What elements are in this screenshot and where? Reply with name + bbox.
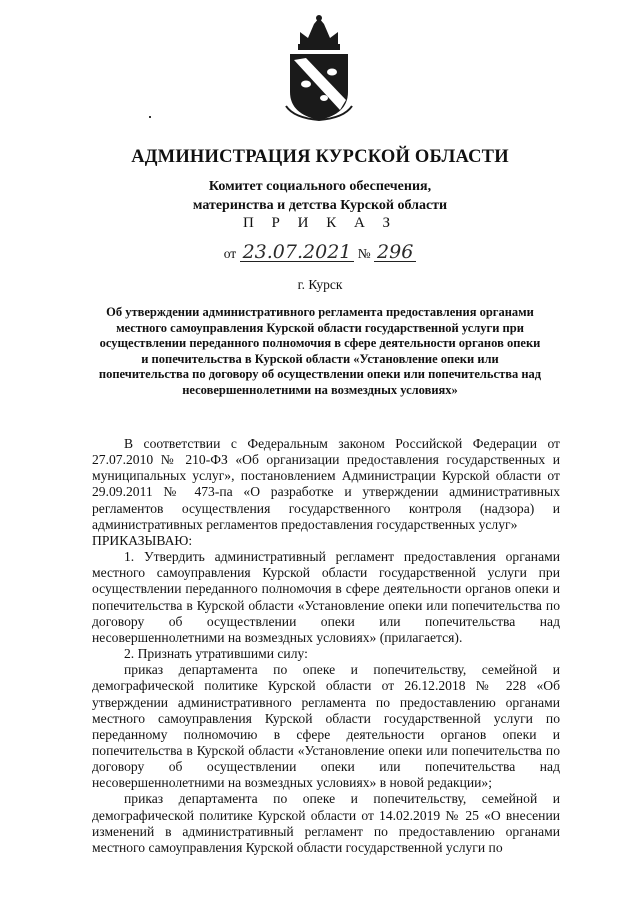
committee-name — [0, 177, 640, 215]
date-prefix: от — [223, 246, 237, 261]
city: г. Курск — [297, 277, 343, 292]
paragraph-order-word: ПРИКАЗЫВАЮ: — [92, 532, 193, 548]
committee-line-1: Комитет социального обеспечения, — [208, 179, 432, 194]
scan-speck — [149, 116, 151, 118]
kursk-coat-of-arms-icon — [284, 14, 354, 122]
paragraph-preamble: В соответствии с Федеральным законом Российской Федерации от 27.07.2010 № 210-ФЗ «Об организации предоставления государственных и муниципальных услуг», постановлением Администрации Курской области от 29.09.2011 № 473-па «О разработке и утверждении административных регламентов осуществления государственного контроля (надзора) и административных регламентов предоставления государственных услуг» — [92, 436, 560, 532]
number-handwritten: 296 — [374, 243, 416, 262]
date-handwritten: 23.07.2021 — [240, 243, 355, 262]
document-title: Об утверждении административного регламента предоставления органами местного самоуправления Курской области государственной услуги при осуществлении переданного полномочия в сфере деятельности органов опеки и попечительства в Курской области «Установление опеки или попечительства по договору об осуществлении опеки или попечительства над несовершеннолетними на возмездных условиях» — [98, 305, 542, 397]
committee-line-2: материнства и детства Курской области — [192, 198, 448, 213]
order-date-number — [0, 243, 640, 262]
paragraph-repealed-1: приказ департамента по опеке и попечительству, семейной и демографической политике Курской области от 26.12.2018 № 228 «Об утверждении административного регламента по предоставлению органами местного самоуправления Курской области государственной услуги по переданному полномочию в сфере деятельности органов опеки и попечительства в Курской области «Установление опеки или попечительства по договору об осуществлении опеки или попечительства над несовершеннолетними на возмездных условиях» в новой редакции»; — [92, 662, 560, 791]
paragraph-item-1: 1. Утвердить административный регламент предоставления органами местного самоуправления Курской области государственной услуги при осуществлении переданного полномочия в сфере деятельности органов опеки и попечительства в Курской области «Установление опеки или попечительства по договору об осуществлении опеки или попечительства над несовершеннолетними на возмездных условиях» (прилагается). — [92, 549, 560, 645]
document-type: П Р И К А З — [242, 215, 398, 231]
document-body — [92, 436, 560, 856]
number-prefix: № — [357, 246, 371, 261]
paragraph-item-2: 2. Признать утратившими силу: — [124, 646, 308, 662]
paragraph-repealed-2: приказ департамента по опеке и попечительству, семейной и демографической политике Курской области от 14.02.2019 № 25 «О внесении изменений в административный регламент по предоставлению органами местного самоуправления Курской области государственной услуги по — [92, 791, 560, 855]
org-title: АДМИНИСТРАЦИЯ КУРСКОЙ ОБЛАСТИ — [131, 147, 509, 167]
